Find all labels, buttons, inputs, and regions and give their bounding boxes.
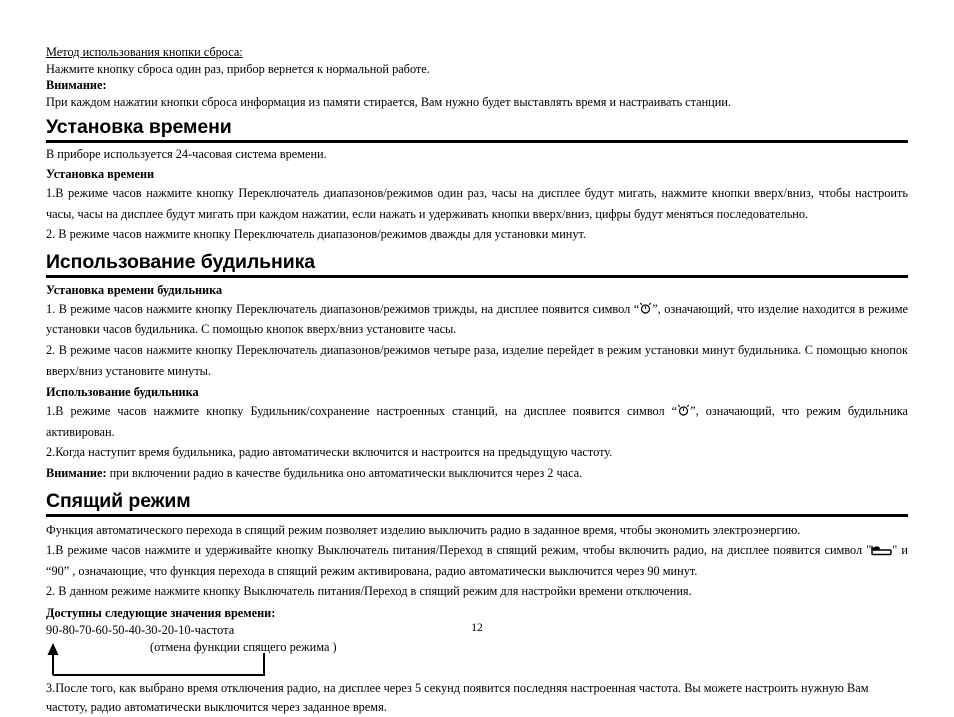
attention-label-1: Внимание:: [46, 78, 107, 93]
subheading-alarm-usage: Использование будильника: [46, 385, 199, 400]
section-rule-1: [46, 140, 908, 143]
section-rule-3: [46, 514, 908, 517]
section-heading-alarm-use: Использование будильника: [46, 250, 316, 273]
attention-label-2: Внимание:: [46, 465, 107, 480]
section-heading-sleep-mode: Спящий режим: [46, 489, 191, 512]
sleep-text-part1: 1.В режиме часов нажмите и удерживайте кнопку Выключатель питания/Переход в спящий режим, чтобы включить радио, на дисплее появится символ ": [46, 543, 872, 558]
page-number: 12: [471, 622, 483, 634]
attention-line-2: [46, 463, 908, 484]
section-heading-time-setup: Установка времени: [46, 116, 232, 139]
attention-text-2: при включении радио в качестве будильника оно автоматически выключится через 2 часа.: [109, 465, 583, 480]
document-page: [46, 44, 908, 717]
alarm-clock-icon: [639, 301, 652, 314]
alarm-set-text-part2: ”, означающий, что изделие находится в режиме установки часов будильника. С помощью кнопок вверх/вниз установите часы.: [46, 301, 908, 337]
time-setup-paragraph-1: 1.В режиме часов нажмите кнопку Переключатель диапазонов/режимов один раз, часы на дисплее будут мигать, нажмите кнопки вверх/вниз, чтобы настроить часы, часы на дисплее будут мигать при каждом нажатии, если нажать и удерживать кнопки вверх/вниз, цифры будут меняться последовательно.: [46, 185, 908, 221]
sleep-text-part2: " и “90” , означающие, что функция перехода в спящий режим активирована, радио автоматически выключится через 90 минут.: [46, 543, 908, 578]
reset-method-heading: Метод использования кнопки сброса:: [46, 45, 243, 59]
subheading-alarm-time-setup: Установка времени будильника: [46, 282, 223, 297]
alarm-set-paragraph-1: [46, 299, 908, 340]
alarm-use-text-part1: 1.В режиме часов нажмите кнопку Будильник/сохранение настроенных станций, на дисплее появится символ “: [46, 404, 678, 419]
alarm-use-paragraph-1: [46, 401, 908, 442]
alarm-set-paragraph-2: 2. В режиме часов нажмите кнопку Переключатель диапазонов/режимов четыре раза, изделие перейдет в режим установки минут будильника. С помощью кнопок вверх/вниз установите минуты.: [46, 342, 908, 378]
alarm-use-text-part2: ”, означающий, что режим будильника активирован.: [46, 404, 908, 439]
reset-method-text: Нажмите кнопку сброса один раз, прибор вернется к нормальной работе.: [46, 61, 430, 76]
sleep-values-sequence: 90-80-70-60-50-40-30-20-10-частота: [46, 622, 235, 637]
sleep-annotation-text: (отмена функции спящего режима ): [150, 639, 337, 654]
sleep-paragraph-3: 3.После того, как выбрано время отключения радио, на дисплее через 5 секунд появится последняя настроенная частота. Вы можете настроить нужную Вам частоту, радио автоматически выключится через заданное время.: [46, 680, 869, 714]
sleep-intro: Функция автоматического перехода в спящий режим позволяет изделию выключить радио в заданное время, чтобы экономить электроэнергию.: [46, 522, 801, 537]
sleep-values-label: Доступны следующие значения времени:: [46, 605, 276, 620]
alarm-set-text-part1: 1. В режиме часов нажмите кнопку Переключатель диапазонов/режимов трижды, на дисплее появится символ “: [46, 301, 640, 316]
sleep-paragraph-1: [46, 540, 908, 581]
time-setup-paragraph-2: 2. В режиме часов нажмите кнопку Переключатель диапазонов/режимов дважды для установки минут.: [46, 227, 587, 242]
intro-block: [46, 44, 908, 110]
alarm-use-paragraph-2: 2.Когда наступит время будильника, радио автоматически включится и настроится на предыдущую частоту.: [46, 445, 613, 460]
sleep-paragraph-2: 2. В данном режиме нажмите кнопку Выключатель питания/Переход в спящий режим для настройки времени отключения.: [46, 584, 692, 599]
section-rule-2: [46, 275, 908, 278]
alarm-clock-icon: [677, 403, 690, 416]
time-setup-intro: В приборе используется 24-часовая система времени.: [46, 147, 327, 162]
subheading-time-setup: Установка времени: [46, 166, 155, 181]
attention-text-1: При каждом нажатии кнопки сброса информация из памяти стирается, Вам нужно будет выставлять время и настраивать станции.: [46, 94, 731, 109]
bed-icon: [871, 544, 892, 555]
sleep-annotation-block: [46, 639, 908, 679]
